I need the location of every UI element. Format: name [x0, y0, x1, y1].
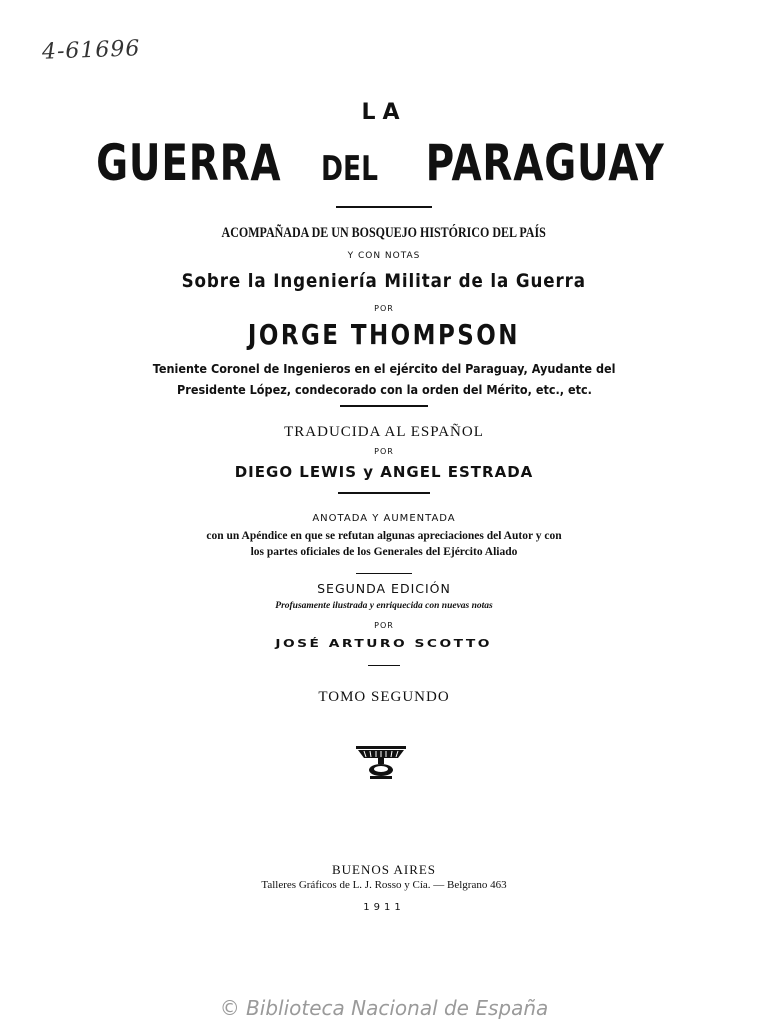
title-word-guerra: GUERRA: [96, 134, 282, 192]
handwritten-shelfmark: 4-61696: [41, 36, 141, 65]
title-article: LA: [361, 100, 407, 125]
copyright-watermark: © Biblioteca Nacional de España: [219, 996, 549, 1020]
edition-note: Profusamente ilustrada y enriquecida con nuevas notas: [275, 601, 493, 611]
appendix-line-1: con un Apéndice en que se refutan algunas apreciaciones del Autor y con: [206, 530, 562, 542]
annotated-label: ANOTADA Y AUMENTADA: [312, 513, 456, 524]
by-label-author: POR: [374, 304, 394, 313]
subtitle: ACOMPAÑADA DE UN BOSQUEJO HISTÓRICO DEL PAÍS: [221, 225, 547, 241]
translators-divider: [338, 492, 430, 494]
translated-label: TRADUCIDA AL ESPAÑOL: [284, 424, 484, 440]
edition-label: SEGUNDA EDICIÓN: [317, 581, 451, 596]
publication-city: BUENOS AIRES: [331, 862, 437, 877]
author-rank-line-2: Presidente López, condecorado con la orden del Mérito, etc., etc.: [176, 382, 592, 397]
author-name: JORGE THOMPSON: [247, 318, 521, 351]
editor-name: JOSÉ ARTURO SCOTTO: [275, 637, 493, 650]
title-word-paraguay: PARAGUAY: [425, 134, 665, 192]
author-rank-line-1: Teniente Coronel de Ingenieros en el ejército del Paraguay, Ayudante del: [152, 361, 616, 376]
lamp-ornament-icon: [354, 744, 408, 782]
volume-label: TOMO SEGUNDO: [318, 689, 450, 705]
main-title: [0, 134, 768, 192]
appendix-line-2: los partes oficiales de los Generales del Ejército Aliado: [250, 546, 518, 558]
with-notes: Y CON NOTAS: [347, 251, 421, 261]
printer-info: Talleres Gráficos de L. J. Rosso y Cía. — Belgrano 463: [261, 879, 507, 891]
appendix-divider: [356, 573, 412, 574]
title-divider: [336, 206, 432, 208]
by-label-editor: POR: [374, 621, 394, 630]
by-label-translators: POR: [374, 447, 394, 456]
title-word-del: DEL: [321, 149, 379, 189]
translators: DIEGO LEWIS y ANGEL ESTRADA: [234, 463, 534, 481]
notes-topic: Sobre la Ingeniería Militar de la Guerra: [181, 270, 587, 292]
editor-divider: [368, 665, 400, 666]
author-divider: [340, 405, 428, 407]
publication-year: 1911: [363, 902, 405, 913]
